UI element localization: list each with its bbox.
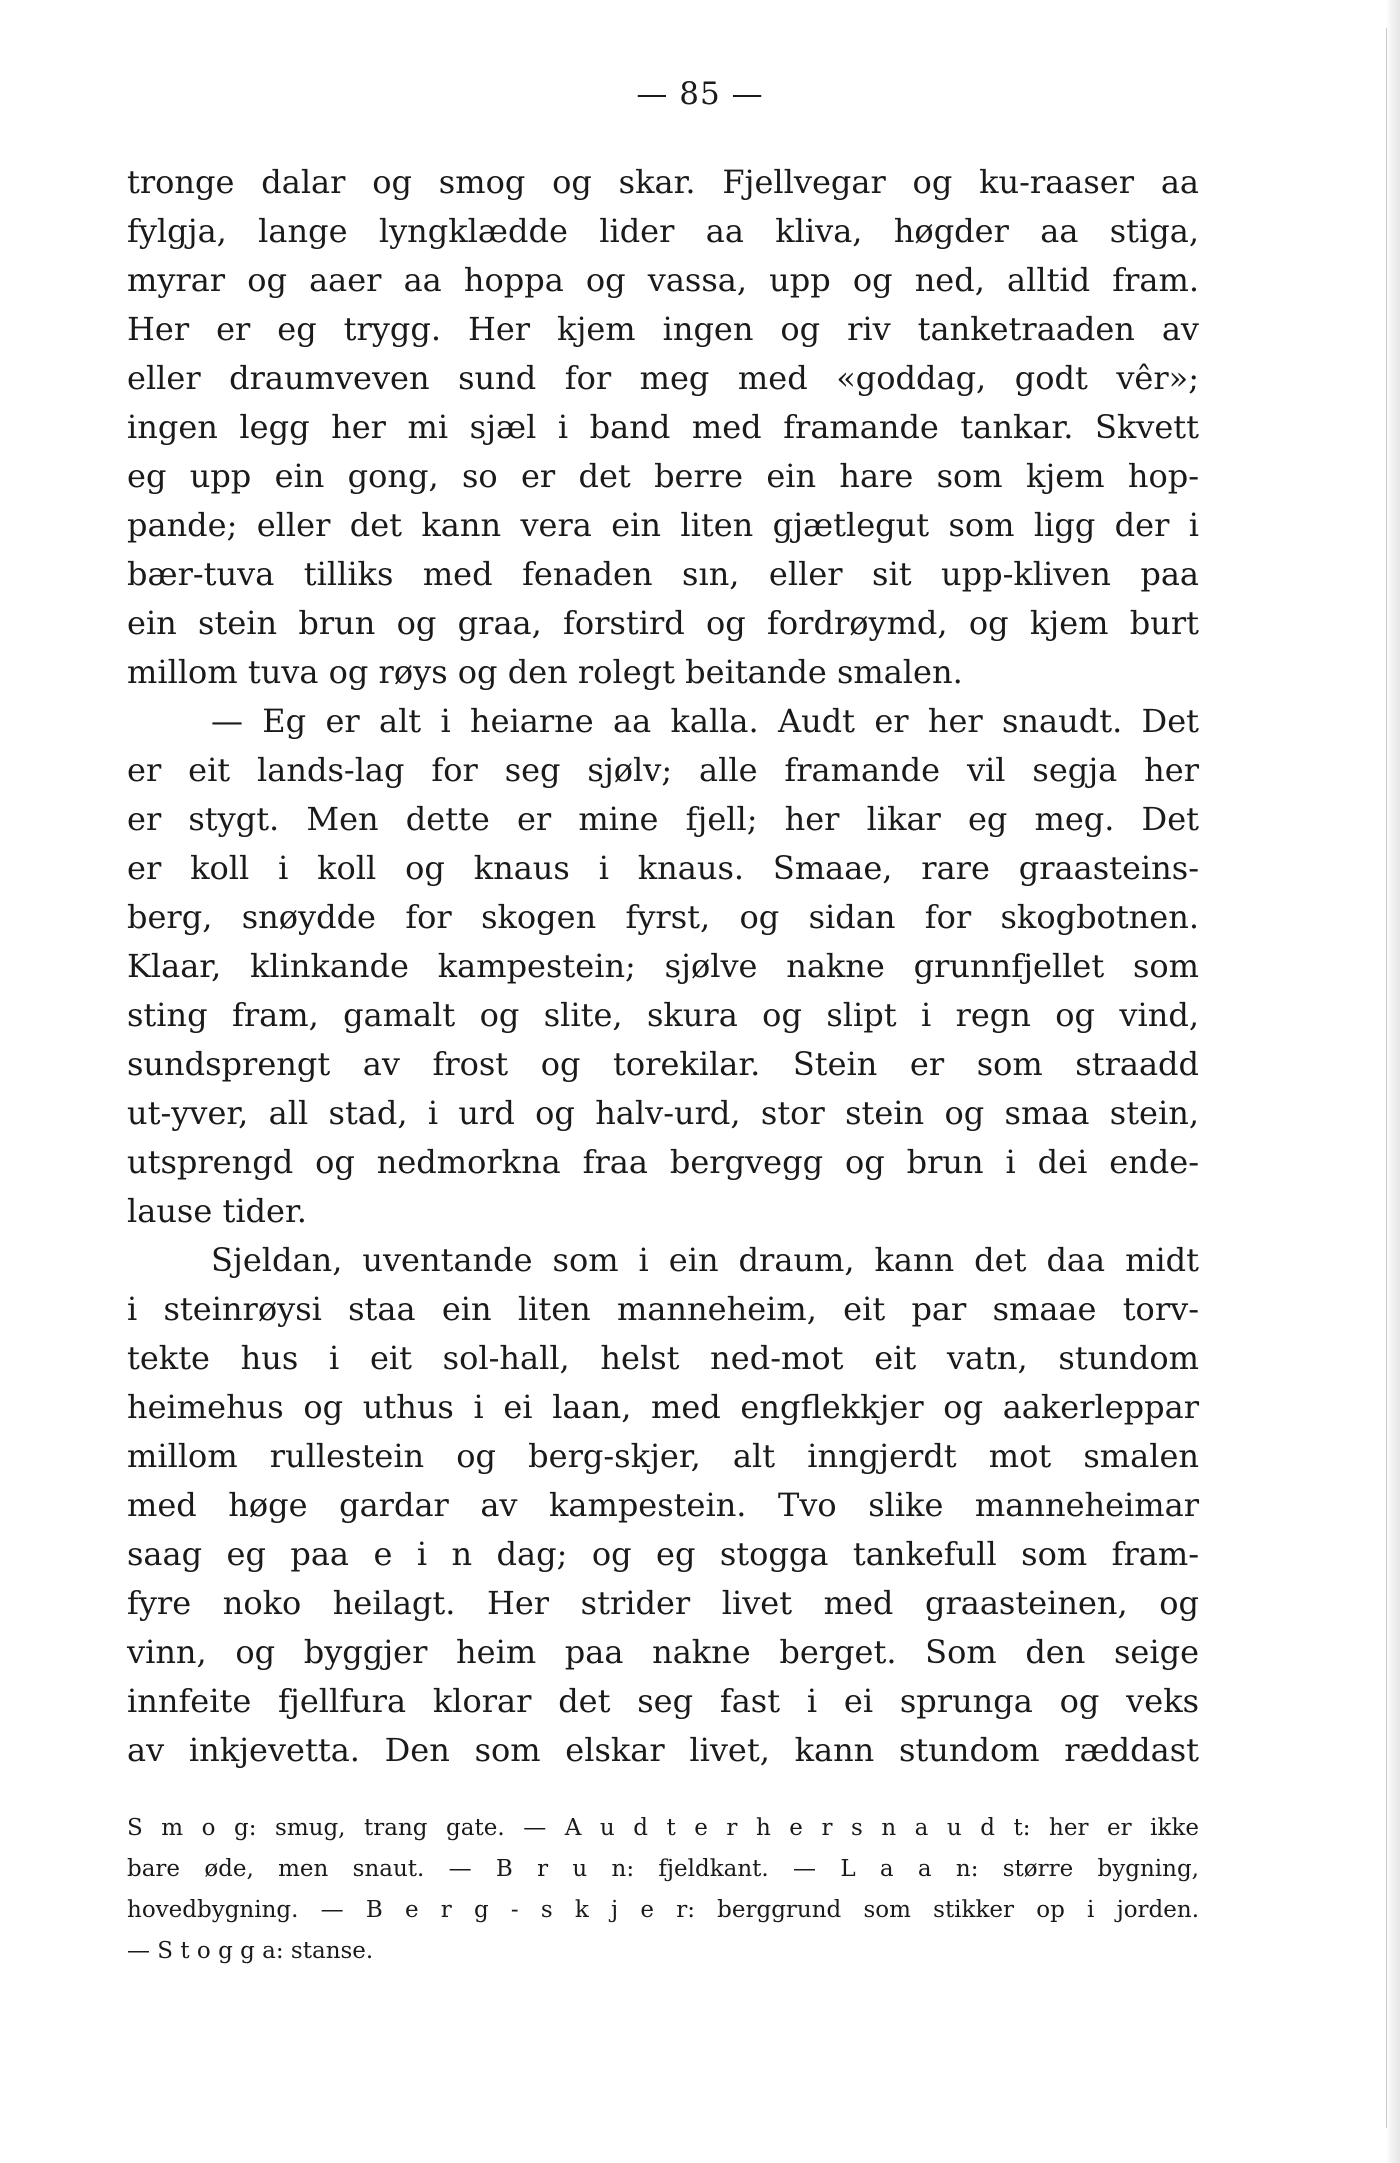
- footnote-line: bare øde, men snaut. — B r u n: fjeldkant. — L a a n: større bygning,: [127, 1856, 1199, 1882]
- text-line: saag eg paa e i n dag; og eg stogga tankefull som fram-: [127, 1535, 1199, 1573]
- text-line: sting fram, gamalt og slite, skura og slipt i regn og vind,: [127, 996, 1199, 1034]
- text-line: berg, snøydde for skogen fyrst, og sidan for skogbotnen.: [127, 898, 1199, 936]
- text-line: ut-yver, all stad, i urd og halv-urd, stor stein og smaa stein,: [127, 1094, 1199, 1132]
- text-line: sundsprengt av frost og torekilar. Stein er som straadd: [127, 1045, 1199, 1083]
- body-text: [127, 158, 1199, 1775]
- text-line: er koll i koll og knaus i knaus. Smaae, rare graasteins-: [127, 849, 1199, 887]
- text-line: ingen legg her mi sjæl i band med framande tankar. Skvett: [127, 408, 1199, 446]
- text-line: med høge gardar av kampestein. Tvo slike manneheimar: [127, 1486, 1199, 1524]
- text-line: — Eg er alt i heiarne aa kalla. Audt er her snaudt. Det: [211, 702, 1199, 740]
- text-line: eller draumveven sund for meg med «goddag, godt vêr»;: [127, 359, 1199, 397]
- text-line: er stygt. Men dette er mine fjell; her likar eg meg. Det: [127, 800, 1199, 838]
- text-line: fyre noko heilagt. Her strider livet med graasteinen, og: [127, 1584, 1199, 1622]
- text-line: Her er eg trygg. Her kjem ingen og riv tanketraaden av: [127, 310, 1199, 348]
- text-line: eg upp ein gong, so er det berre ein hare som kjem hop-: [127, 457, 1199, 495]
- text-line: innfeite fjellfura klorar det seg fast i ei sprunga og veks: [127, 1682, 1199, 1720]
- text-line: ein stein brun og graa, forstird og fordrøymd, og kjem burt: [127, 604, 1199, 642]
- text-line: fylgja, lange lyngklædde lider aa kliva, høgder aa stiga,: [127, 212, 1199, 250]
- text-line: lause tider.: [127, 1192, 307, 1230]
- page-edge-line: [1386, 28, 1387, 2128]
- page-number: — 85 —: [636, 76, 764, 112]
- text-line: av inkjevetta. Den som elskar livet, kann stundom ræddast: [127, 1731, 1199, 1769]
- text-line: utsprengd og nedmorkna fraa bergvegg og brun i dei ende-: [127, 1143, 1199, 1181]
- footnotes: [127, 1808, 1199, 1972]
- text-line: tronge dalar og smog og skar. Fjellvegar og ku-raaser aa: [127, 163, 1199, 201]
- page-right-edge: [1386, 0, 1400, 2163]
- text-line: i steinrøysi staa ein liten manneheim, eit par smaae torv-: [127, 1290, 1199, 1328]
- footnote-line: S m o g: smug, trang gate. — A u d t e r h e r s n a u d t: her er ikke: [127, 1815, 1199, 1841]
- text-line: tekte hus i eit sol-hall, helst ned-mot eit vatn, stundom: [127, 1339, 1199, 1377]
- text-line: myrar og aaer aa hoppa og vassa, upp og ned, alltid fram.: [127, 261, 1199, 299]
- text-line: millom tuva og røys og den rolegt beitande smalen.: [127, 653, 963, 691]
- text-line: Klaar, klinkande kampestein; sjølve nakne grunnfjellet som: [127, 947, 1199, 985]
- text-line: vinn, og byggjer heim paa nakne berget. Som den seige: [127, 1633, 1199, 1671]
- text-line: millom rullestein og berg-skjer, alt inngjerdt mot smalen: [127, 1437, 1199, 1475]
- footnote-line: — S t o g g a: stanse.: [127, 1938, 374, 1964]
- text-line: pande; eller det kann vera ein liten gjætlegut som ligg der i: [127, 506, 1199, 544]
- text-line: heimehus og uthus i ei laan, med engflekkjer og aakerleppar: [127, 1388, 1199, 1426]
- text-line: er eit lands-lag for seg sjølv; alle framande vil segja her: [127, 751, 1199, 789]
- text-line: bær-tuva tilliks med fenaden sın, eller sit upp-kliven paa: [127, 555, 1199, 593]
- footnote-line: hovedbygning. — B e r g - s k j e r: berggrund som stikker op i jorden.: [127, 1897, 1199, 1923]
- text-line: Sjeldan, uventande som i ein draum, kann det daa midt: [211, 1241, 1199, 1279]
